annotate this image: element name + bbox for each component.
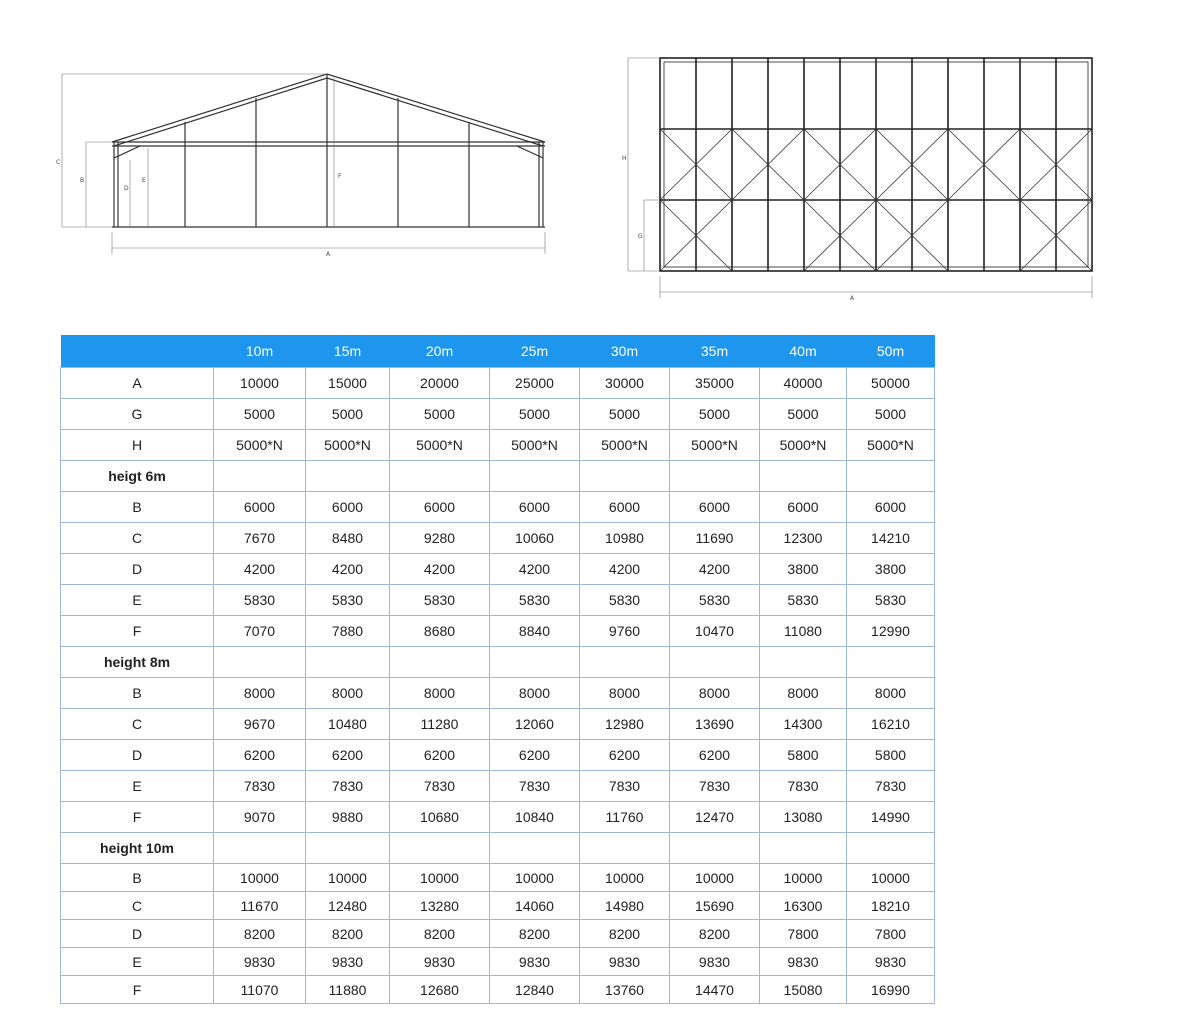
table-cell-empty: [580, 647, 670, 678]
table-cell: 5000: [670, 399, 760, 430]
header-span: 25m: [490, 335, 580, 368]
row-label: B: [61, 864, 214, 892]
table-row: [61, 585, 935, 616]
table-cell: 10000: [670, 864, 760, 892]
group-label: heigt 6m: [61, 461, 214, 492]
table-cell: 6200: [214, 740, 306, 771]
table-cell: 14060: [490, 892, 580, 920]
row-label: C: [61, 892, 214, 920]
table-group-row: [61, 833, 935, 864]
table-cell-empty: [390, 461, 490, 492]
table-cell: 10000: [580, 864, 670, 892]
dim-label-d: D: [124, 185, 129, 192]
table-cell: 9830: [847, 948, 935, 976]
table-cell: 5000*N: [670, 430, 760, 461]
table-cell-empty: [760, 461, 847, 492]
table-cell: 8000: [847, 678, 935, 709]
table-cell-empty: [580, 461, 670, 492]
row-label: A: [61, 368, 214, 399]
table-row: [61, 892, 935, 920]
table-cell: 11880: [306, 976, 390, 1004]
table-cell: 8200: [390, 920, 490, 948]
row-label: G: [61, 399, 214, 430]
table-cell: 8200: [490, 920, 580, 948]
table-cell: 6200: [390, 740, 490, 771]
table-row: [61, 802, 935, 833]
row-label: E: [61, 948, 214, 976]
table-cell: 7070: [214, 616, 306, 647]
table-cell: 5000*N: [390, 430, 490, 461]
table-cell: 11760: [580, 802, 670, 833]
table-cell-empty: [490, 461, 580, 492]
table-cell: 9830: [390, 948, 490, 976]
table-cell: 13280: [390, 892, 490, 920]
table-cell: 18210: [847, 892, 935, 920]
table-cell-empty: [670, 461, 760, 492]
table-cell: 6000: [390, 492, 490, 523]
header-span: 10m: [214, 335, 306, 368]
header-span: 50m: [847, 335, 935, 368]
table-cell: 10980: [580, 523, 670, 554]
table-cell: 9880: [306, 802, 390, 833]
row-label: B: [61, 492, 214, 523]
table-cell-empty: [847, 833, 935, 864]
table-cell-empty: [847, 647, 935, 678]
table-cell: 6200: [490, 740, 580, 771]
table-cell: 5000*N: [760, 430, 847, 461]
dim-label-b: B: [80, 177, 85, 184]
table-cell: 8200: [670, 920, 760, 948]
table-cell: 8000: [390, 678, 490, 709]
table-cell: 5000*N: [847, 430, 935, 461]
table-cell: 13760: [580, 976, 670, 1004]
table-cell: 5000: [490, 399, 580, 430]
table-cell-empty: [390, 833, 490, 864]
table-row: [61, 616, 935, 647]
table-cell: 14980: [580, 892, 670, 920]
table-cell: 5830: [214, 585, 306, 616]
table-cell: 6000: [306, 492, 390, 523]
tent-dimension-table: [60, 335, 935, 1004]
table-body: [61, 368, 935, 1004]
header-span: 20m: [390, 335, 490, 368]
table-cell: 5800: [847, 740, 935, 771]
row-label: D: [61, 920, 214, 948]
table-cell: 11080: [760, 616, 847, 647]
table-cell: 10470: [670, 616, 760, 647]
table-cell: 9830: [580, 948, 670, 976]
group-label: height 10m: [61, 833, 214, 864]
table-cell: 9670: [214, 709, 306, 740]
table-cell: 5000: [847, 399, 935, 430]
table-row: [61, 740, 935, 771]
row-label: H: [61, 430, 214, 461]
table-cell-empty: [306, 833, 390, 864]
row-label: F: [61, 616, 214, 647]
table-cell: 8200: [214, 920, 306, 948]
table-cell: 25000: [490, 368, 580, 399]
table-cell: 30000: [580, 368, 670, 399]
table-cell: 5000*N: [490, 430, 580, 461]
table-cell: 15000: [306, 368, 390, 399]
table-cell: 16300: [760, 892, 847, 920]
table-cell: 9760: [580, 616, 670, 647]
header-span: 40m: [760, 335, 847, 368]
table-cell: 7830: [760, 771, 847, 802]
table-cell: 4200: [390, 554, 490, 585]
table-cell: 7830: [670, 771, 760, 802]
table-cell: 12470: [670, 802, 760, 833]
table-cell-empty: [760, 647, 847, 678]
table-cell: 6000: [490, 492, 580, 523]
table-cell-empty: [214, 833, 306, 864]
table-row: [61, 492, 935, 523]
table-cell: 9830: [490, 948, 580, 976]
table-cell: 8000: [306, 678, 390, 709]
table-cell: 16990: [847, 976, 935, 1004]
header-span: 35m: [670, 335, 760, 368]
table-cell: 7830: [390, 771, 490, 802]
table-cell: 3800: [760, 554, 847, 585]
table-cell: 9280: [390, 523, 490, 554]
table-cell: 12680: [390, 976, 490, 1004]
table-cell-empty: [490, 647, 580, 678]
table-cell: 3800: [847, 554, 935, 585]
table-cell: 12840: [490, 976, 580, 1004]
table-cell: 8000: [214, 678, 306, 709]
table-cell: 5830: [390, 585, 490, 616]
row-label: F: [61, 976, 214, 1004]
table-cell: 5830: [490, 585, 580, 616]
plan-dimension-lines: [628, 58, 1092, 298]
table-cell: 8000: [490, 678, 580, 709]
row-label: E: [61, 585, 214, 616]
plan-view-drawing: [620, 48, 1110, 308]
table-cell: 9830: [306, 948, 390, 976]
table-row: [61, 920, 935, 948]
table-cell: 6200: [306, 740, 390, 771]
row-label: F: [61, 802, 214, 833]
table-row: [61, 554, 935, 585]
table-cell: 4200: [670, 554, 760, 585]
table-cell: 16210: [847, 709, 935, 740]
table-cell: 5000*N: [214, 430, 306, 461]
table-cell: 5000*N: [580, 430, 670, 461]
table-cell: 10000: [490, 864, 580, 892]
table-row: [61, 948, 935, 976]
table-cell: 5830: [306, 585, 390, 616]
table-cell: 7800: [760, 920, 847, 948]
table-cell-empty: [670, 833, 760, 864]
table-cell: 4200: [580, 554, 670, 585]
header-span: 30m: [580, 335, 670, 368]
table-cell: 5000: [390, 399, 490, 430]
table-cell: 9830: [760, 948, 847, 976]
table-cell: 7880: [306, 616, 390, 647]
table-cell: 4200: [490, 554, 580, 585]
dim-label-f: F: [338, 173, 342, 180]
table-cell: 14210: [847, 523, 935, 554]
table-cell-empty: [214, 647, 306, 678]
table-cell-empty: [670, 647, 760, 678]
table-cell: 12480: [306, 892, 390, 920]
table-row: [61, 709, 935, 740]
table-cell: 13080: [760, 802, 847, 833]
table-cell: 8000: [670, 678, 760, 709]
table-cell: 5800: [760, 740, 847, 771]
table-cell: 50000: [847, 368, 935, 399]
dim-label-a-plan: A: [850, 295, 855, 302]
table-cell: 10000: [390, 864, 490, 892]
table-cell: 6000: [214, 492, 306, 523]
table-cell: 6200: [670, 740, 760, 771]
table-cell-empty: [390, 647, 490, 678]
row-label: B: [61, 678, 214, 709]
table-cell: 15080: [760, 976, 847, 1004]
table-cell: 10060: [490, 523, 580, 554]
table-cell: 10000: [847, 864, 935, 892]
table-row: [61, 678, 935, 709]
table-cell: 6000: [670, 492, 760, 523]
table-cell: 10000: [214, 368, 306, 399]
table-cell: 40000: [760, 368, 847, 399]
table-cell: 10000: [214, 864, 306, 892]
table-cell-empty: [214, 461, 306, 492]
table-cell: 20000: [390, 368, 490, 399]
table-row: [61, 430, 935, 461]
row-label: D: [61, 740, 214, 771]
table-cell: 5000: [214, 399, 306, 430]
table-cell-empty: [847, 461, 935, 492]
table-cell-empty: [306, 461, 390, 492]
table-cell: 12300: [760, 523, 847, 554]
table-cell: 5830: [580, 585, 670, 616]
table-cell: 10480: [306, 709, 390, 740]
table-cell: 6000: [580, 492, 670, 523]
table-cell-empty: [306, 647, 390, 678]
front-frame: [112, 74, 545, 227]
table-group-row: [61, 461, 935, 492]
table-cell: 8840: [490, 616, 580, 647]
dim-label-h: H: [622, 155, 627, 162]
table-cell: 5000: [760, 399, 847, 430]
table-cell: 11670: [214, 892, 306, 920]
table-row: [61, 399, 935, 430]
table-cell: 9830: [670, 948, 760, 976]
table-header-row: [61, 335, 935, 368]
table-cell: 13690: [670, 709, 760, 740]
table-cell-empty: [580, 833, 670, 864]
table-cell: 7830: [306, 771, 390, 802]
table-cell: 8000: [760, 678, 847, 709]
header-span: 15m: [306, 335, 390, 368]
table-cell: 14300: [760, 709, 847, 740]
table-cell-empty: [760, 833, 847, 864]
table-cell: 7670: [214, 523, 306, 554]
row-label: C: [61, 709, 214, 740]
table-cell: 7830: [580, 771, 670, 802]
table-cell: 9830: [214, 948, 306, 976]
table-cell: 4200: [214, 554, 306, 585]
table-cell: 14470: [670, 976, 760, 1004]
table-cell: 8480: [306, 523, 390, 554]
table-cell: 11280: [390, 709, 490, 740]
row-label: C: [61, 523, 214, 554]
plan-frame: [660, 58, 1092, 271]
dim-label-e: E: [142, 177, 146, 184]
table-row: [61, 771, 935, 802]
table-cell: 11070: [214, 976, 306, 1004]
dim-label-g: G: [638, 233, 643, 240]
table-cell: 9070: [214, 802, 306, 833]
table-cell: 7830: [214, 771, 306, 802]
dim-label-a: A: [326, 251, 331, 258]
table-cell: 12060: [490, 709, 580, 740]
table-cell: 8200: [580, 920, 670, 948]
group-label: height 8m: [61, 647, 214, 678]
table-cell: 10000: [760, 864, 847, 892]
table-cell: 5000: [580, 399, 670, 430]
table-cell: 10000: [306, 864, 390, 892]
table-cell: 12990: [847, 616, 935, 647]
table-cell: 5830: [847, 585, 935, 616]
table-row: [61, 523, 935, 554]
table-cell: 15690: [670, 892, 760, 920]
table-cell: 7800: [847, 920, 935, 948]
table-cell: 7830: [847, 771, 935, 802]
table-cell: 5000*N: [306, 430, 390, 461]
table-cell: 7830: [490, 771, 580, 802]
front-elevation-drawing: [50, 60, 570, 270]
table-cell: 8000: [580, 678, 670, 709]
row-label: E: [61, 771, 214, 802]
table-cell: 6000: [760, 492, 847, 523]
table-group-row: [61, 647, 935, 678]
table-row: [61, 368, 935, 399]
table-cell: 4200: [306, 554, 390, 585]
table-cell: 14990: [847, 802, 935, 833]
table-cell: 8680: [390, 616, 490, 647]
header-corner: [61, 335, 214, 368]
table-cell: 8200: [306, 920, 390, 948]
table-cell: 5000: [306, 399, 390, 430]
table-cell-empty: [490, 833, 580, 864]
table-cell: 5830: [670, 585, 760, 616]
table-cell: 6000: [847, 492, 935, 523]
table-cell: 10840: [490, 802, 580, 833]
table-row: [61, 976, 935, 1004]
table-cell: 5830: [760, 585, 847, 616]
table-cell: 12980: [580, 709, 670, 740]
table-row: [61, 864, 935, 892]
table-cell: 35000: [670, 368, 760, 399]
table-cell: 11690: [670, 523, 760, 554]
table-cell: 10680: [390, 802, 490, 833]
row-label: D: [61, 554, 214, 585]
table-cell: 6200: [580, 740, 670, 771]
dim-label-c: C: [56, 159, 61, 166]
